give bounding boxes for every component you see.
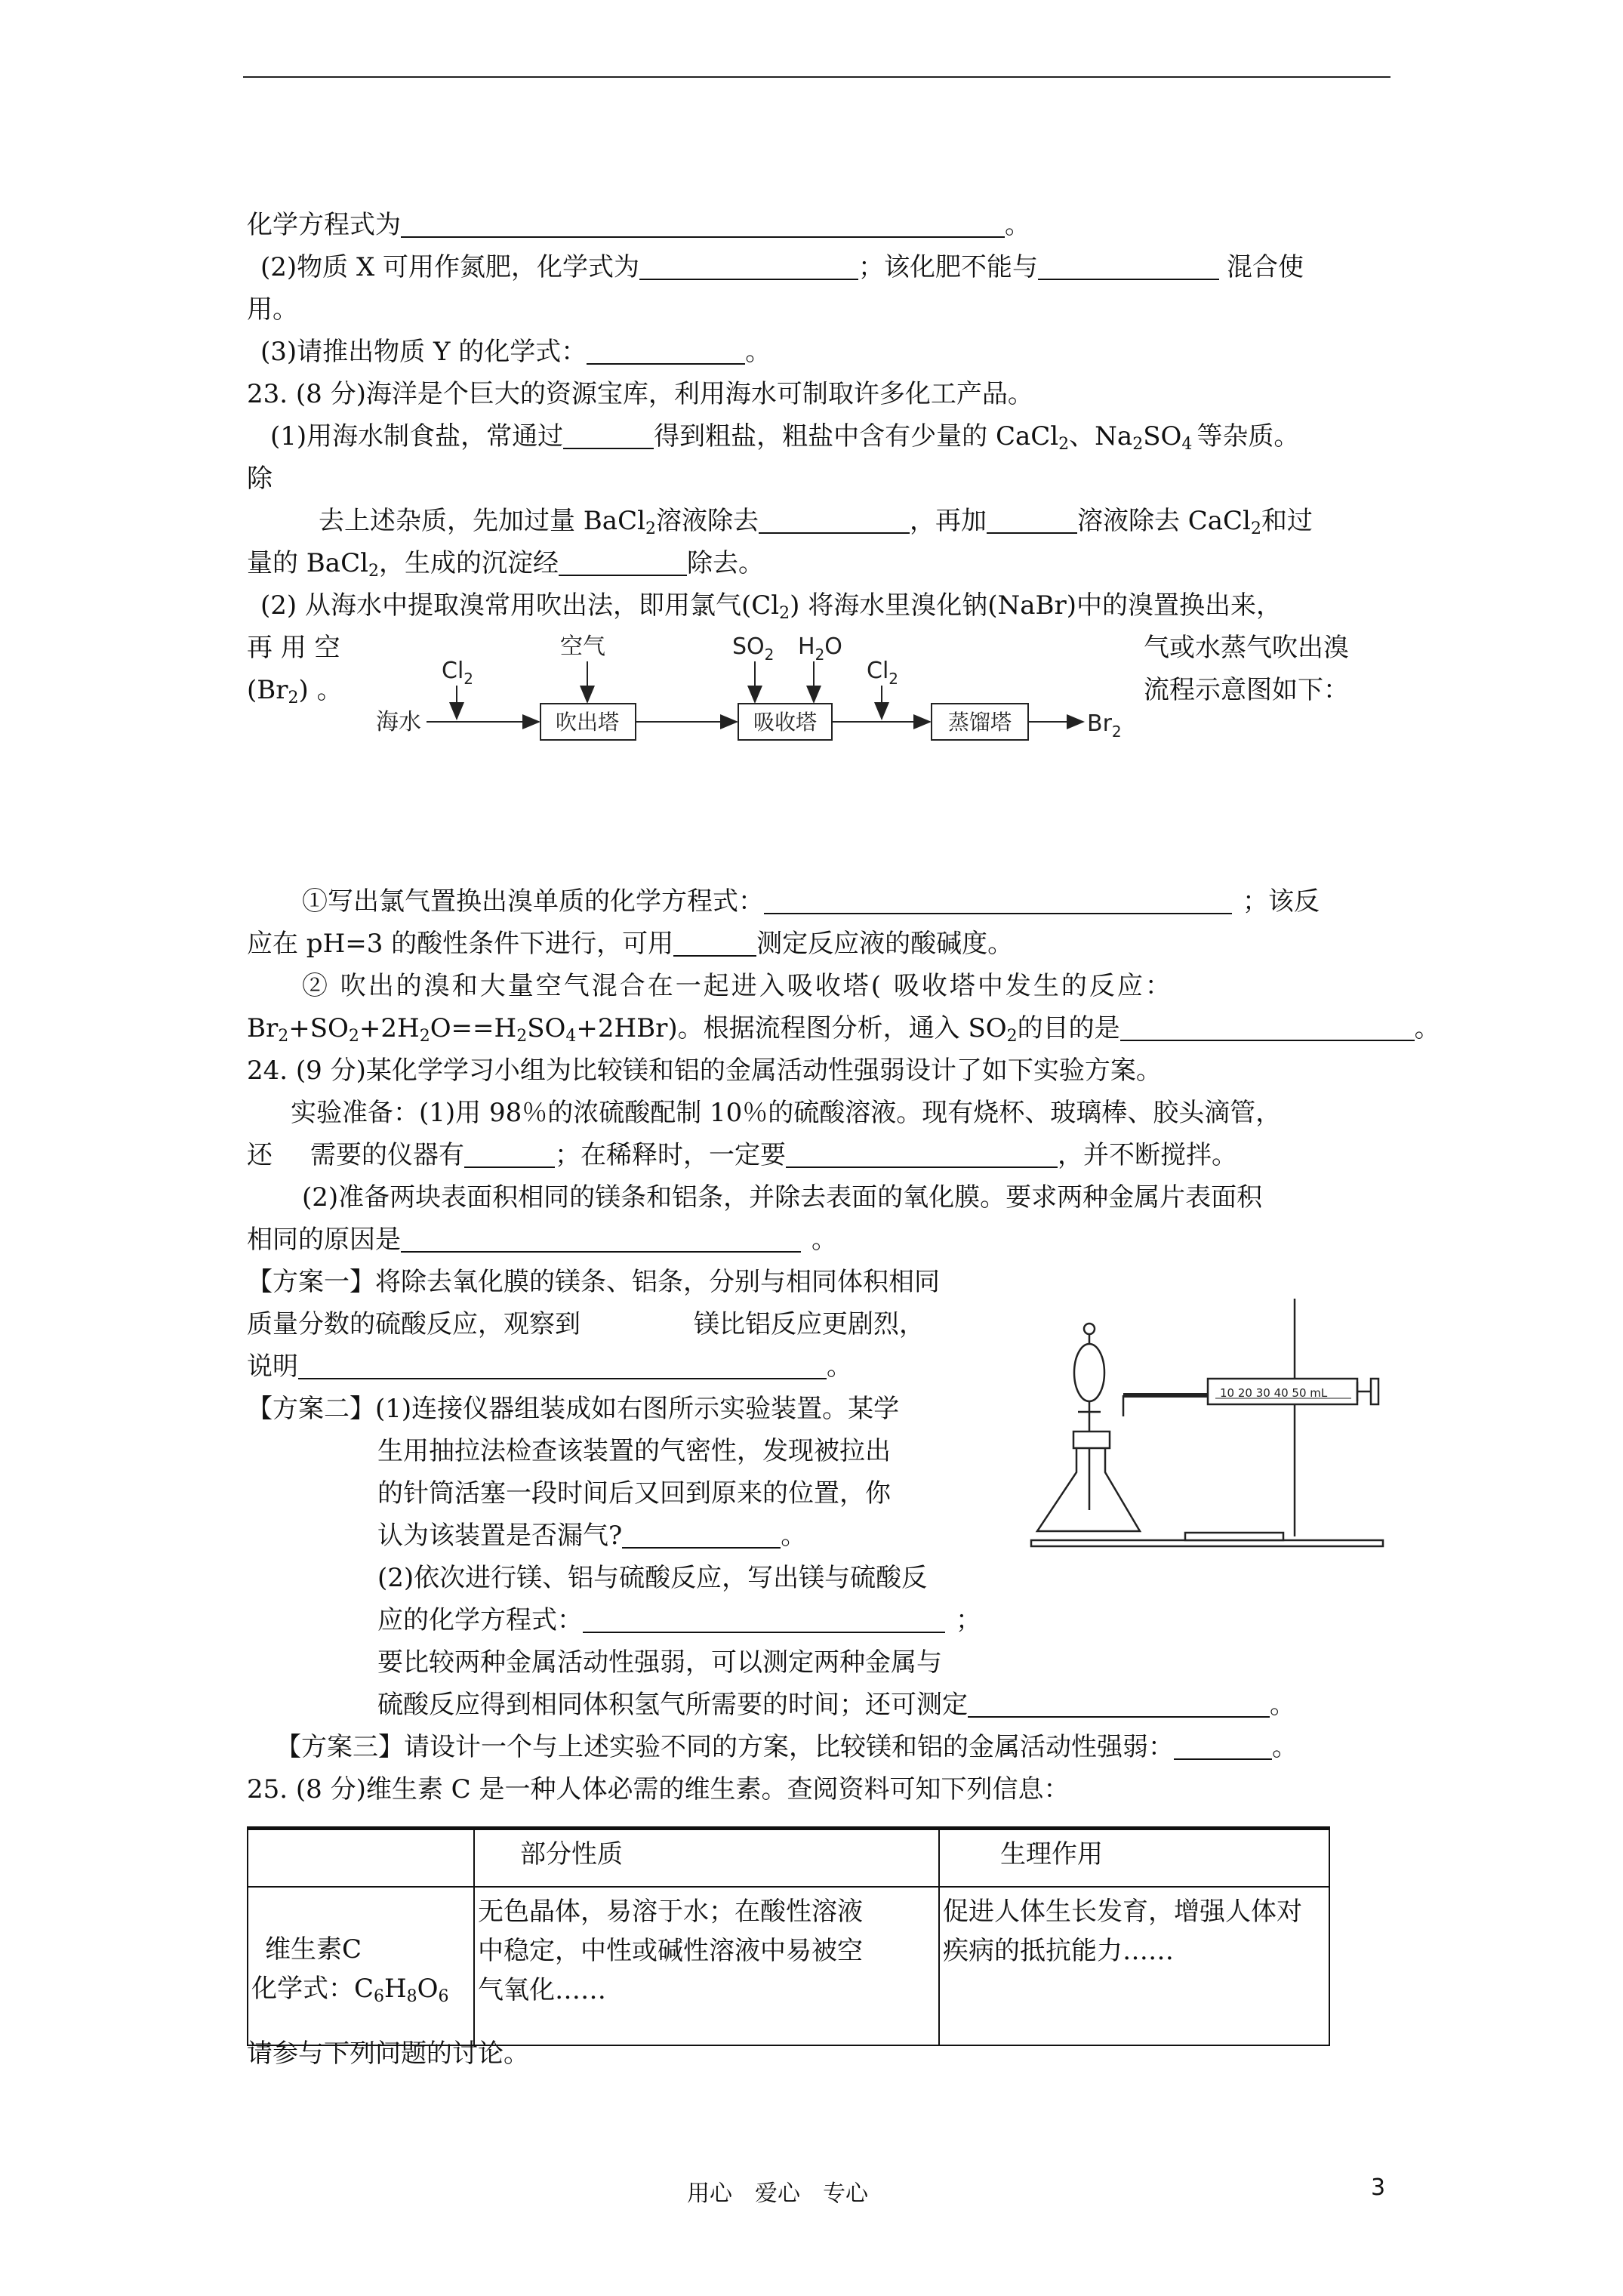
header-properties: 部分性质	[474, 1829, 939, 1888]
flow-h2o-label: $H_2O$	[798, 633, 842, 664]
question-23: 23. (8 分)海洋是个巨大的资源宝库，利用海水可制取许多化工产品。	[247, 379, 1033, 409]
flow-air-label: 空气	[560, 633, 605, 660]
answer-blank[interactable]	[587, 341, 745, 365]
tower-distill-label: 蒸馏塔	[948, 710, 1012, 735]
text-line: 要比较两种金属活动性强弱，可以测定两种金属与	[377, 1647, 942, 1678]
line-24-7: 说明 。	[247, 1351, 852, 1382]
text-line: 生用抽拉法检查该装置的气密性，发现被拉出	[377, 1436, 891, 1466]
line-24-15: 硫酸反应得到相同体积氢气所需要的时间；还可测定 。	[377, 1690, 1295, 1720]
answer-blank[interactable]	[401, 1228, 801, 1253]
line-q3: (3)请推出物质 Y 的化学式： 。	[260, 337, 771, 367]
bromine-flow-diagram	[362, 624, 1147, 760]
answer-blank[interactable]	[464, 1144, 555, 1168]
question-25: 25. (8 分)维生素 C 是一种人体必需的维生素。查阅资料可知下列信息：	[247, 1774, 1070, 1804]
line-equation: 化学方程式为 。	[247, 210, 1030, 240]
page-number: 3	[1371, 2174, 1386, 2201]
line-24-4: 相同的原因是 。	[247, 1225, 837, 1255]
line-23-8: 应在 pH=3 的酸性条件下进行，可用 测定反应液的酸碱度。	[247, 929, 1014, 959]
answer-blank[interactable]	[786, 1144, 1058, 1168]
text-line: (2)依次进行镁、铝与硫酸反应，写出镁与硫酸反	[377, 1563, 928, 1593]
cell-properties: 无色晶体，易溶于水；在酸性溶液 中稳定，中性或碱性溶液中易被空 气氧化……	[474, 1887, 939, 2045]
text-line: 实验准备：(1)用 98％的浓硫酸配制 10％的硫酸溶液。现有烧杯、玻璃棒、胶头滴管，	[291, 1098, 1282, 1128]
table-header-row	[248, 1829, 1329, 1888]
answer-blank[interactable]	[764, 890, 1232, 914]
answer-blank[interactable]	[639, 256, 858, 280]
answer-blank[interactable]	[622, 1524, 781, 1549]
flow-so2-label: $SO_2$	[732, 633, 775, 664]
syringe-scale: 10 20 30 40 50 mL	[1220, 1386, 1328, 1400]
answer-blank[interactable]	[759, 510, 910, 534]
line-23-3: 量的 BaCl$_2$，生成的沉淀经 除去。	[247, 548, 764, 581]
text-line: 【方案二】(1)连接仪器组装成如右图所示实验装置。某学	[247, 1394, 900, 1424]
line-q2: (2)物质 X 可用作氮肥，化学式为 ；该化肥不能与 混合使	[260, 252, 1304, 282]
answer-blank[interactable]	[401, 214, 1005, 238]
line-24-11: 认为该装置是否漏气? 。	[377, 1521, 807, 1551]
line-23-2: 去上述杂质，先加过量 BaCl$_2$溶液除去 ，再加 溶液除去 CaCl$_2$和过	[319, 506, 1313, 538]
flow-seawater: 海水	[376, 709, 421, 735]
text-line: $(Br_2)$ 。	[247, 675, 343, 707]
header-physiology: 生理作用	[939, 1829, 1329, 1888]
line-24-13: 应的化学方程式： ；	[377, 1605, 981, 1635]
text-line: 除	[247, 464, 273, 494]
header-rule	[243, 76, 1390, 78]
text-line: 【方案一】将除去氧化膜的镁条、铝条，分别与相同体积相同	[247, 1267, 940, 1297]
answer-blank[interactable]	[1120, 1017, 1415, 1041]
answer-blank[interactable]	[298, 1355, 827, 1379]
line-24-2: 还 需要的仪器有 ；在稀释时，一定要 ，并不断搅拌。	[247, 1140, 1237, 1170]
answer-blank[interactable]	[1038, 256, 1219, 280]
answer-blank[interactable]	[1174, 1736, 1272, 1760]
answer-blank[interactable]	[968, 1693, 1270, 1718]
text-line: 流程示意图如下：	[1144, 675, 1349, 705]
text-line: 再 用 空	[247, 633, 340, 663]
footer-motto: 用心 爱心 专心	[687, 2180, 868, 2207]
table-row	[248, 1887, 1329, 2045]
flow-cl2-label-1: $Cl_2$	[442, 658, 474, 688]
tower-absorb-label: 吸收塔	[753, 710, 818, 735]
answer-blank[interactable]	[583, 1609, 945, 1633]
apparatus-diagram	[1027, 1284, 1389, 1555]
line-23-4: (2) 从海水中提取溴常用吹出法，即用氯气$(Cl_2)$ 将海水里溴化钠(NaBr)中的溴置换出来，	[260, 590, 1282, 623]
text-line: 用。	[247, 294, 298, 325]
answer-blank[interactable]	[563, 425, 654, 449]
flow-br2-product: $Br_2$	[1087, 710, 1122, 741]
text-line: 请参与下列问题的讨论。	[247, 2039, 529, 2069]
text-line: 的针筒活塞一段时间后又回到原来的位置，你	[377, 1478, 891, 1509]
tower-blowout-label: 吹出塔	[556, 710, 620, 735]
line-23-7: ①写出氯气置换出溴单质的化学方程式： ；该反	[302, 886, 1320, 917]
question-24: 24. (9 分)某化学学习小组为比较镁和铝的金属活动性强弱设计了如下实验方案。	[247, 1056, 1162, 1086]
vitamin-c-table	[247, 1826, 1330, 2046]
answer-blank[interactable]	[673, 932, 756, 957]
flow-cl2-label-2: $Cl_2$	[867, 658, 899, 688]
answer-blank[interactable]	[559, 552, 687, 576]
answer-blank[interactable]	[987, 510, 1077, 534]
text-line: 气或水蒸气吹出溴	[1144, 633, 1349, 663]
cell-physiology: 促进人体生长发育，增强人体对 疾病的抵抗能力……	[939, 1887, 1329, 2045]
line-24-16: 【方案三】请设计一个与上述实验不同的方案，比较镁和铝的金属活动性强弱： 。	[276, 1732, 1298, 1762]
line-23-10: $Br_2+SO_2+2H_2O==H_2SO_4+2HBr$)。根据流程图分析，通入 $SO_2$的目的是 。	[247, 1013, 1440, 1046]
text-line: ② 吹出的溴和大量空气混合在一起进入吸收塔( 吸收塔中发生的反应：	[302, 971, 1173, 1001]
text-line: (2)准备两块表面积相同的镁条和铝条，并除去表面的氧化膜。要求两种金属片表面积	[302, 1182, 1263, 1213]
line-23-1: (1)用海水制食盐，常通过 得到粗盐，粗盐中含有少量的 CaCl$_2$、$Na_2SO_4$ 等杂质。	[270, 421, 1300, 454]
cell-name: 维生素C 化学式：$C_6H_8O_6$	[248, 1887, 474, 2045]
text-line: 质量分数的硫酸反应，观察到 镁比铝反应更剧烈，	[247, 1309, 925, 1339]
